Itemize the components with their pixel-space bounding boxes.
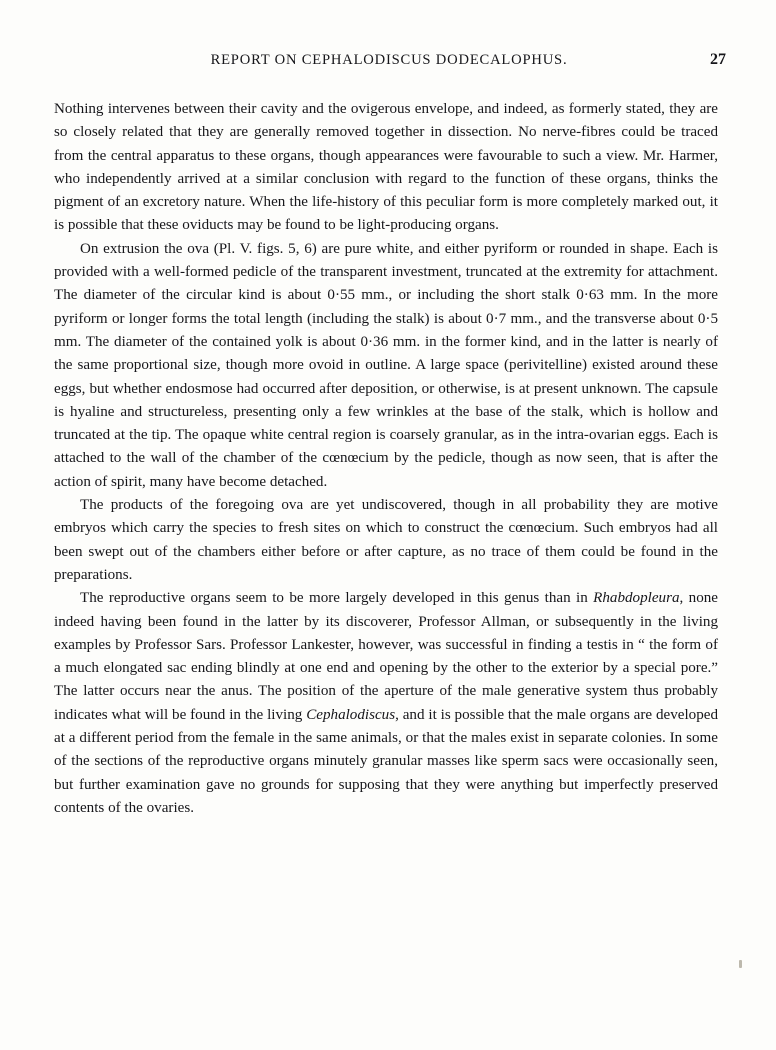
paragraph-4: The reproductive organs seem to be more largely developed in this genus than in Rhabdopleura, none indeed having been found in the latter by its discoverer, Professor Allman, or subsequently in the living examples by Professor Sars. Professor Lankester, however, was successful in finding a testis in “ the form of a much elongated sac ending blindly at one end and opening by the other to the exterior by a special pore.” The latter occurs near the anus. The position of the aperture of the male generative system thus probably indicates what will be found in the living Cephalodiscus, and it is possible that the male organs are developed at a different period from the female in the same animals, or that the males exist in separate colonies. In some of the sections of the reproductive organs minutely granular masses like sperm sacs were occasionally seen, but further examination gave no grounds for supposing that they were anything but imperfectly preserved contents of the ovaries. xyxy=(54,590,718,816)
margin-mark xyxy=(739,960,742,968)
paragraph-3: The products of the foregoing ova are yet undiscovered, though in all probability they are motive embryos which carry the species to fresh sites on which to construct the cœnœcium. Such embryos had all been swept out of the chambers either before or after capture, as no trace of them could be found in the preparations. xyxy=(54,497,718,583)
running-head: REPORT ON CEPHALODISCUS DODECALOPHUS. xyxy=(210,52,568,68)
paragraph-2: On extrusion the ova (Pl. V. figs. 5, 6) are pure white, and either pyriform or rounded in shape. Each is provided with a well-formed pedicle of the transparent investment, truncated at the extremity for attachment. The diameter of the circular kind is about 0·55 mm., or including the short stalk 0·63 mm. In the more pyriform or longer forms the total length (including the stalk) is about 0·7 mm., and the transverse about 0·5 mm. The diameter of the contained yolk is about 0·36 mm. in the former kind, and in the latter is nearly of the same proportional size, though more ovoid in outline. A large space (perivitelline) existed around these eggs, but whether endosmose had occurred after deposition, or otherwise, is at present unknown. The capsule is hyaline and structureless, presenting only a few wrinkles at the base of the stalk, which is hollow and truncated at the tip. The opaque white central region is coarsely granular, as in the intra-ovarian eggs. Each is attached to the wall of the chamber of the cœnœcium by the pedicle, though as now seen, that is after the action of spirit, many have become detached. xyxy=(54,240,718,490)
page-header xyxy=(46,44,732,86)
italic-term: Rhabdopleura xyxy=(593,590,680,607)
body-text xyxy=(46,98,732,820)
page-number: 27 xyxy=(710,51,726,68)
italic-term: Cephalodiscus xyxy=(306,706,396,723)
paragraph-1: Nothing intervenes between their cavity and the ovigerous envelope, and indeed, as formerly stated, they are so closely related that they are generally removed together in dissection. No nerve-fibres could be traced from the central apparatus to these organs, though appearances were favourable to such a view. Mr. Harmer, who independently arrived at a similar conclusion with regard to the function of these organs, thinks the pigment of an excretory nature. When the life-history of this peculiar form is more completely marked out, it is possible that these oviducts may be found to be light-producing organs. xyxy=(54,101,718,234)
